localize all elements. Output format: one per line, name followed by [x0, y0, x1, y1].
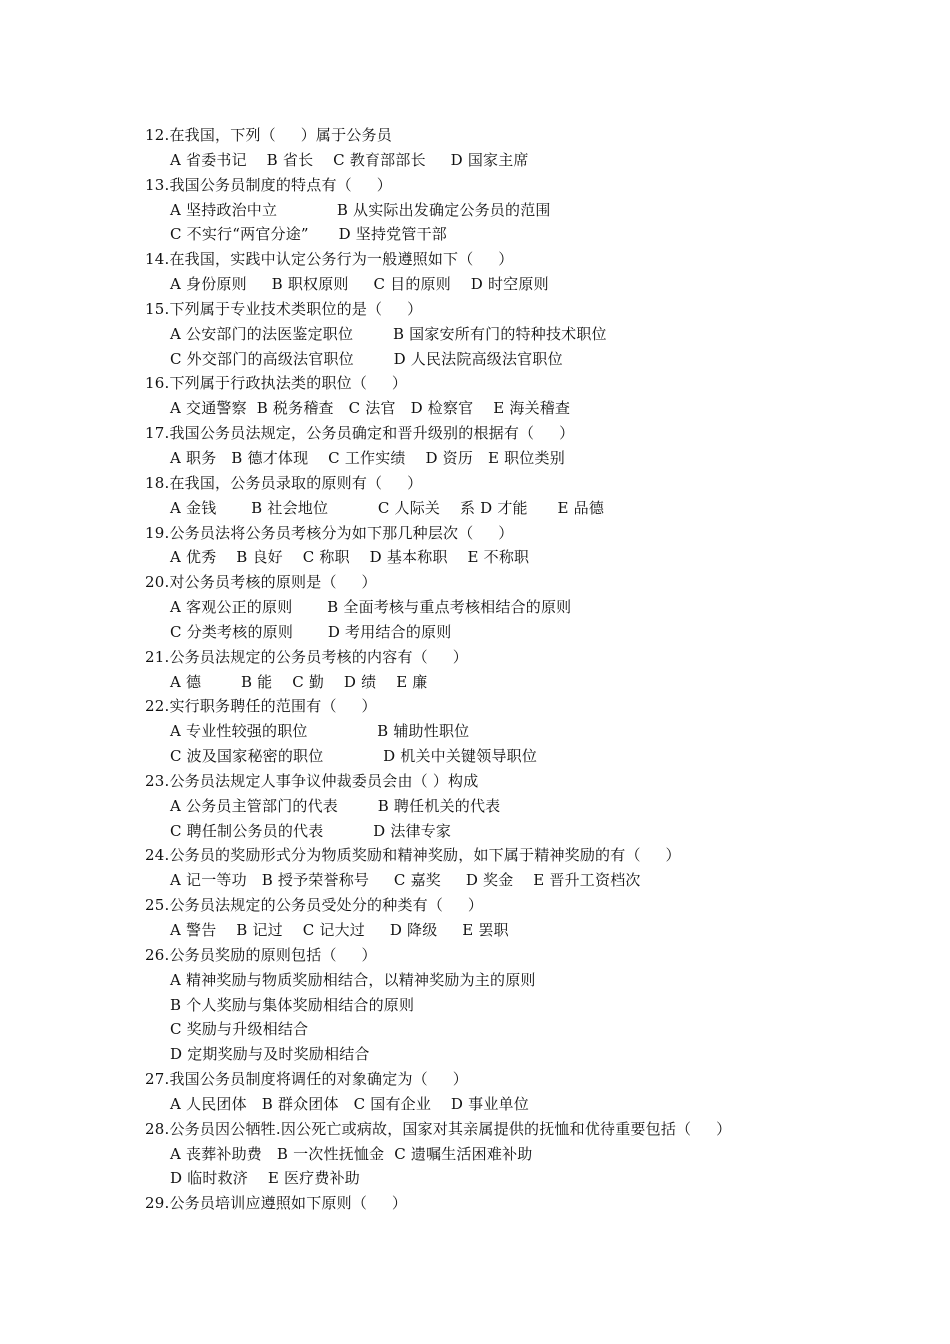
option-text: D 定期奖励与及时奖励相结合 — [170, 1045, 370, 1064]
option-text: A 金钱 B 社会地位 C 人际关 系 D 才能 E 品德 — [170, 498, 605, 517]
option-text: A 丧葬补助费 B 一次性抚恤金 C 遗嘱生活困难补助 — [170, 1144, 533, 1163]
option-text: A 警告 B 记过 C 记大过 D 降级 E 罢职 — [170, 921, 509, 939]
option-text: A 人民团体 B 群众团体 C 国有企业 D 事业单位 — [170, 1094, 529, 1113]
option-text: A 客观公正的原则 B 全面考核与重点考核相结合的原则 — [170, 598, 572, 617]
question-text: 28.公务员因公牺牲.因公死亡或病故，国家对其亲属提供的抚恤和优待重要包括（ ） — [145, 1119, 732, 1138]
option-text: A 精神奖励与物质奖励相结合，以精神奖励为主的原则 — [170, 970, 536, 989]
option-text: C 外交部门的高级法官职位 D 人民法院高级法官职位 — [170, 349, 563, 368]
question-text: 23.公务员法规定人事争议仲裁委员会由（ ）构成 — [145, 771, 479, 790]
option-text: D 临时救济 E 医疗费补助 — [170, 1169, 360, 1188]
option-text: A 优秀 B 良好 C 称职 D 基本称职 E 不称职 — [170, 548, 530, 567]
question-text: 12.在我国，下列（ ）属于公务员 — [145, 126, 392, 144]
question-text: 22.实行职务聘任的范围有（ ） — [145, 697, 377, 716]
option-text: C 奖励与升级相结合 — [170, 1020, 309, 1039]
option-text: C 聘任制公务员的代表 D 法律专家 — [170, 821, 452, 840]
option-text: A 记一等功 B 授予荣誉称号 C 嘉奖 D 奖金 E 晋升工资档次 — [170, 871, 641, 890]
question-text: 19.公务员法将公务员考核分为如下那几种层次（ ） — [145, 523, 514, 542]
question-text: 17.我国公务员法规定，公务员确定和晋升级别的根据有（ ） — [145, 424, 575, 443]
question-text: 24.公务员的奖励形式分为物质奖励和精神奖励，如下属于精神奖励的有（ ） — [145, 846, 681, 865]
question-text: 18.在我国，公务员录取的原则有（ ） — [145, 473, 423, 492]
option-text: A 交通警察 B 税务稽查 C 法官 D 检察官 E 海关稽查 — [170, 399, 571, 418]
question-text: 27.我国公务员制度将调任的对象确定为（ ） — [145, 1070, 468, 1089]
option-text: A 省委书记 B 省长 C 教育部部长 D 国家主席 — [170, 150, 529, 169]
option-text: A 公务员主管部门的代表 B 聘任机关的代表 — [170, 796, 501, 815]
option-text: C 分类考核的原则 D 考用结合的原则 — [170, 622, 452, 641]
option-text: A 专业性较强的职位 B 辅助性职位 — [170, 722, 470, 741]
option-text: A 职务 B 德才体现 C 工作实绩 D 资历 E 职位类别 — [170, 448, 565, 467]
option-text: C 波及国家秘密的职位 D 机关中关键领导职位 — [170, 747, 538, 766]
question-text: 13.我国公务员制度的特点有（ ） — [145, 175, 392, 194]
question-text: 26.公务员奖励的原则包括（ ） — [145, 945, 377, 964]
question-text: 16.下列属于行政执法类的职位（ ） — [145, 374, 408, 393]
option-text: A 坚持政治中立 B 从实际出发确定公务员的范围 — [170, 200, 551, 219]
question-text: 29.公务员培训应遵照如下原则（ ） — [145, 1194, 408, 1213]
option-text: C 不实行“两官分途” D 坚持党管干部 — [170, 225, 447, 244]
question-text: 21.公务员法规定的公务员考核的内容有（ ） — [145, 647, 468, 666]
question-text: 20.对公务员考核的原则是（ ） — [145, 573, 377, 592]
option-text: B 个人奖励与集体奖励相结合的原则 — [170, 995, 415, 1014]
option-text: A 德 B 能 C 勤 D 绩 E 廉 — [170, 672, 428, 691]
question-text: 14.在我国，实践中认定公务行为一般遵照如下（ ） — [145, 250, 514, 269]
document-page — [145, 123, 845, 1216]
question-text: 25.公务员法规定的公务员受处分的种类有（ ） — [145, 896, 484, 915]
option-text: A 公安部门的法医鉴定职位 B 国家安所有门的特种技术职位 — [170, 324, 607, 343]
option-text: A 身份原则 B 职权原则 C 目的原则 D 时空原则 — [170, 275, 549, 294]
question-text: 15.下列属于专业技术类职位的是（ ） — [145, 299, 423, 318]
